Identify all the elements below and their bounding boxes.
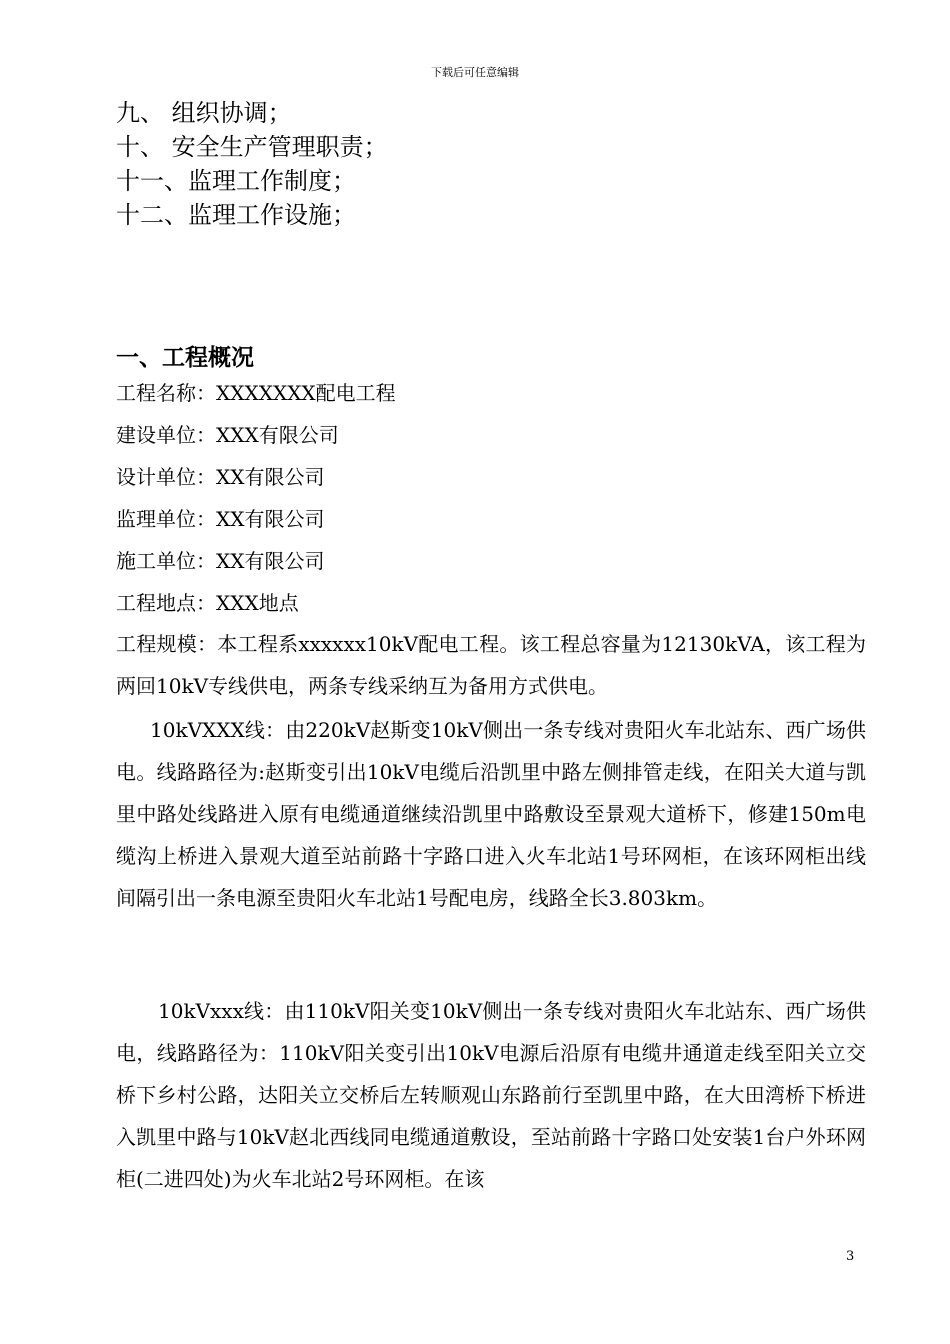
project-info [116, 372, 866, 624]
owner-unit: 建设单位：XXX有限公司 [116, 423, 339, 447]
line1-route-paragraph: 10kVXXX线：由220kV赵斯变10kV侧出一条专线对贵阳火车北站东、西广场供电。线路路径为:赵斯变引出10kV电缆后沿凯里中路左侧排管走线，在阳关大道与凯里中路处线路进入原有电缆通道继续沿凯里中路敷设至景观大道桥下，修建150m电缆沟上桥进入景观大道至站前路十字路口进入火车北站1号环网柜，在该环网柜出线间隔引出一条电源至贵阳火车北站1号配电房，线路全长3.803km。 [116, 718, 866, 910]
section-title: 一、工程概况 [116, 344, 254, 371]
page-number: 3 [846, 1249, 855, 1264]
toc-item-9: 九、 组织协调； [116, 99, 292, 127]
toc-item-10: 十、 安全生产管理职责； [116, 133, 388, 161]
page-header: 下载后可任意编辑 [431, 66, 519, 79]
toc-item-12: 十二、监理工作设施； [116, 201, 356, 229]
project-location: 工程地点：XXX地点 [116, 591, 299, 615]
design-unit: 设计单位：XX有限公司 [116, 465, 325, 489]
project-name: 工程名称：XXXXXXX配电工程 [116, 381, 396, 405]
supervision-unit: 监理单位：XX有限公司 [116, 507, 325, 531]
line2-route-paragraph: 10kVxxx线：由110kV阳关变10kV侧出一条专线对贵阳火车北站东、西广场供电，线路路径为：110kV阳关变引出10kV电源后沿原有电缆井通道走线至阳关立交桥下乡村公路，达阳关立交桥后左转顺观山东路前行至凯里中路，在大田湾桥下桥进入凯里中路与10kV赵北西线同电缆通道敷设，至站前路十字路口处安装1台户外环网柜(二进四处)为火车北站2号环网柜。在该 [116, 999, 866, 1191]
table-of-contents [116, 96, 876, 232]
toc-item-11: 十一、监理工作制度； [116, 167, 356, 195]
construction-unit: 施工单位：XX有限公司 [116, 549, 325, 573]
project-scale-paragraph: 工程规模：本工程系xxxxxx10kV配电工程。该工程总容量为12130kVA，该工程为两回10kV专线供电，两条专线采纳互为备用方式供电。 [116, 632, 866, 698]
